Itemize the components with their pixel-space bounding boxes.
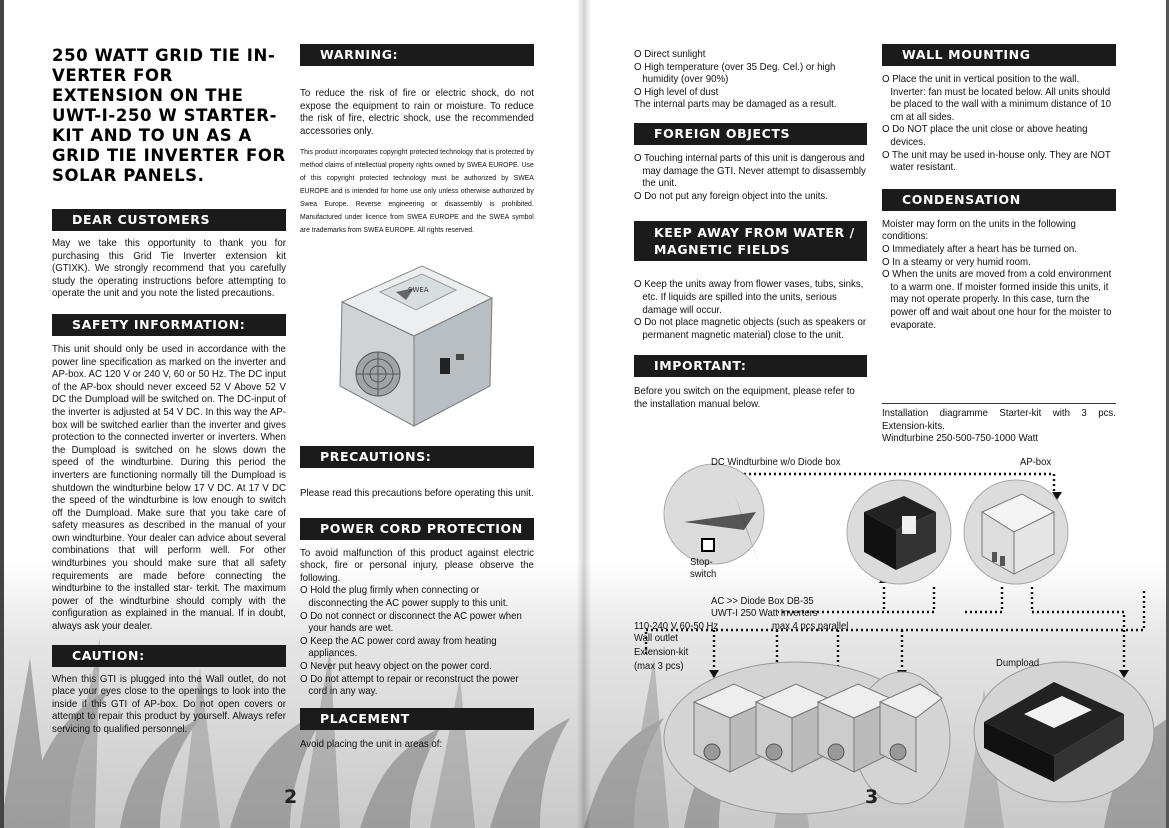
wall-mounting-item: O Place the unit in vertical position to the wall. Inverter: fan must be located below. All units should be placed to the wall with a minimum distance of 10 cm at all sides.: [882, 74, 1112, 123]
important-text: Before you switch on the equipment, please refer to the installation manual below.: [634, 386, 855, 410]
placement-item: O Direct sunlight: [634, 49, 706, 60]
warning-text: To reduce the risk of fire or electric shock, do not expose the equipment to rain or moisture. To reduce the risk of fire, electric shock, use the recommended accessories only.: [300, 88, 534, 137]
keep-away-item: O Keep the units away from flower vases, tubs, sinks, etc. If liquids are spilled into the units, serious damage will occur.: [634, 279, 864, 316]
wall-mounting-item: O The unit may be used in-house only. They are NOT water resistant.: [882, 149, 1111, 174]
left-column-2: [300, 44, 534, 237]
copyright-notice: This product incorporates copyright protected technology that is protected by method claims of intellectual property rights owned by SWEA EUROPE. Use of this copyright protected technology must be authorized by SWEA EUROPE and is intended for home use only unless otherwise authorized by Swea Europe. Reverse engineering or disassembly is prohibited. Manufactured under licence from SWEA EUROPE and the SWEA symbol are trademarks from SWEA EUROPE. All rights reserved.: [300, 147, 534, 234]
placement-text: Avoid placing the unit in areas of:: [300, 738, 443, 750]
wall-outlet-label: 110-240 V 60-50 Hz Wall outlet: [634, 621, 719, 644]
right-column-1: [634, 49, 867, 412]
power-cord-item: O Do not attempt to repair or reconstruct the power cord in any way.: [300, 673, 519, 698]
caution-heading: CAUTION:: [52, 645, 286, 667]
precautions-text: Please read this precautions before operating this unit.: [300, 488, 534, 499]
diode-box-label: AC >> Diode Box DB-35: [711, 596, 814, 607]
installation-caption-line: Installation diagramme Starter-kit with 3 pcs. Extension-kits.: [882, 408, 1116, 432]
placement-heading: PLACEMENT: [300, 708, 534, 730]
foreign-objects-item: O Touching internal parts of this unit is dangerous and may damage the GTI. Never attempt to disassembly the unit.: [634, 152, 866, 190]
dear-customers-text: May we take this opportunity to thank you for purchasing this Grid Tie Inverter extension kit (GTIXK). We strongly recommend that you carefully study the operating instructions before attempting to operate the unit and you note the listed precautions.: [52, 238, 286, 300]
installation-caption-line: Windturbine 250-500-750-1000 Watt: [882, 433, 1038, 445]
placement-item: O High level of dust: [634, 86, 719, 98]
swea-logo-text: SWEA: [408, 286, 429, 294]
windturbine-label: DC Windturbine w/o Diode box: [711, 457, 841, 468]
power-cord-item: O Keep the AC power cord away from heating appliances.: [300, 635, 497, 660]
max-parallel-label: max 4 pcs parallel: [772, 621, 849, 632]
page-edge-left: [0, 0, 4, 828]
ap-box-label: AP-box: [1020, 457, 1052, 468]
power-cord-item: O Never put heavy object on the power cord.: [300, 660, 492, 672]
condensation-item: O In a steamy or very humid room.: [882, 256, 1031, 268]
keep-away-item: O Do not place magnetic objects (such as speakers or permanent magnetic material) close to the unit.: [634, 317, 867, 341]
power-cord-intro: To avoid malfunction of this product against electric shock, fire or personal injury, please observe the following.: [300, 547, 534, 584]
page-left: [0, 0, 584, 828]
safety-information-heading: SAFETY INFORMATION:: [52, 314, 286, 336]
stop-switch-label: Stop- switch: [690, 557, 717, 580]
placement-note: The internal parts may be damaged as a result.: [634, 99, 837, 111]
page-right: [584, 0, 1169, 828]
page-title: 250 WATT GRID TIE IN-VERTER FOR EXTENSION ON THE UWT-I-250 W STARTER-KIT AND TO UN AS A GRID TIE INVERTER FOR SOLAR PANELS.: [52, 46, 286, 185]
safety-information-text: This unit should only be used in accordance with the power line specification as marked on the inverter and AP-box. AC 120 V or 240 V, 60 or 50 Hz. The DC input of the AP-box should never exceed 52 V Above 52 V DC the Dumpload will be switched on. The DC-input of the inverter is adjusted at 54 V DC. In this way the AP-box will be switched earlier than the inverter and gives protection to the connected inverter or inverters. When the Dumpload is switched on he slows down the speed of the windturbine. During this period the inverters are functioning normally till the Dumpload is shutdown the windturbine below 17 V DC. At 17 V DC the speed of the windturbine is low enough to switch off the Dumpload. Make sure that you take care of safety measures as described in the manual of your own windturbine. Your dealer can advice about several combinations that will perform well. For other windturbines you should make sure that all safety requirements are made before connecting the windturbine to the installed star- terkit. The maximum power of the windturbine should comply with the configuration as explained in the manual. If in doubt, always ask your dealer.: [52, 343, 286, 633]
keep-away-heading: KEEP AWAY FROM WATER / MAGNETIC FIELDS: [634, 221, 867, 261]
warning-heading: WARNING:: [300, 44, 534, 66]
condensation-heading: CONDENSATION: [882, 189, 1116, 211]
important-heading: IMPORTANT:: [634, 355, 867, 377]
page-number-left: 2: [284, 786, 298, 808]
left-column-1: [52, 46, 286, 737]
placement-item: O High temperature (over 35 Deg. Cel.) or high humidity (over 90%): [634, 61, 836, 86]
left-column-2-lower: [300, 446, 534, 751]
power-cord-item: O Do not connect or disconnect the AC power when your hands are wet.: [300, 610, 522, 635]
power-cord-protection-heading: POWER CORD PROTECTION: [300, 518, 534, 540]
power-cord-item: O Hold the plug firmly when connecting or disconnecting the AC power supply to this unit.: [300, 585, 509, 609]
dear-customers-heading: DEAR CUSTOMERS: [52, 209, 286, 231]
binding-gutter: [577, 0, 591, 828]
extension-kit-label: Extension-kit (max 3 pcs): [634, 647, 689, 672]
dumpload-label: Dumpload: [996, 658, 1040, 669]
foreign-objects-item: O Do not put any foreign object into the units.: [634, 190, 828, 202]
wall-mounting-item: O Do NOT place the unit close or above heating devices.: [882, 124, 1088, 148]
caution-text: When this GTI is plugged into the Wall outlet, do not place your eyes close to the openings to look into the inside if this GTI of AP-box. Do not open covers or attempt to repair this product by yourself. Always refer servicing to qualified personnel.: [52, 673, 286, 735]
condensation-item: O When the units are moved from a cold environment to a warm one. If moister formed inside this units, it may not operate properly. In this case, turn the power off and wait about one hour for the moister to evaporate.: [882, 269, 1112, 331]
right-column-2: [882, 44, 1116, 332]
condensation-item: O Immediately after a heart has be turned on.: [882, 243, 1077, 255]
page-number-right: 3: [865, 786, 879, 808]
inverters-label: UWT-I 250 Watt Inverters: [711, 608, 818, 619]
condensation-intro: Moister may form on the units in the following conditions:: [882, 218, 1076, 243]
precautions-heading: PRECAUTIONS:: [300, 446, 534, 468]
wall-mounting-heading: WALL MOUNTING: [882, 44, 1116, 66]
foreign-objects-heading: FOREIGN OBJECTS: [634, 123, 867, 145]
caption-divider: [882, 403, 1116, 404]
grid-tie-inverter-product-image: [322, 262, 500, 430]
installation-caption: [882, 408, 1116, 446]
